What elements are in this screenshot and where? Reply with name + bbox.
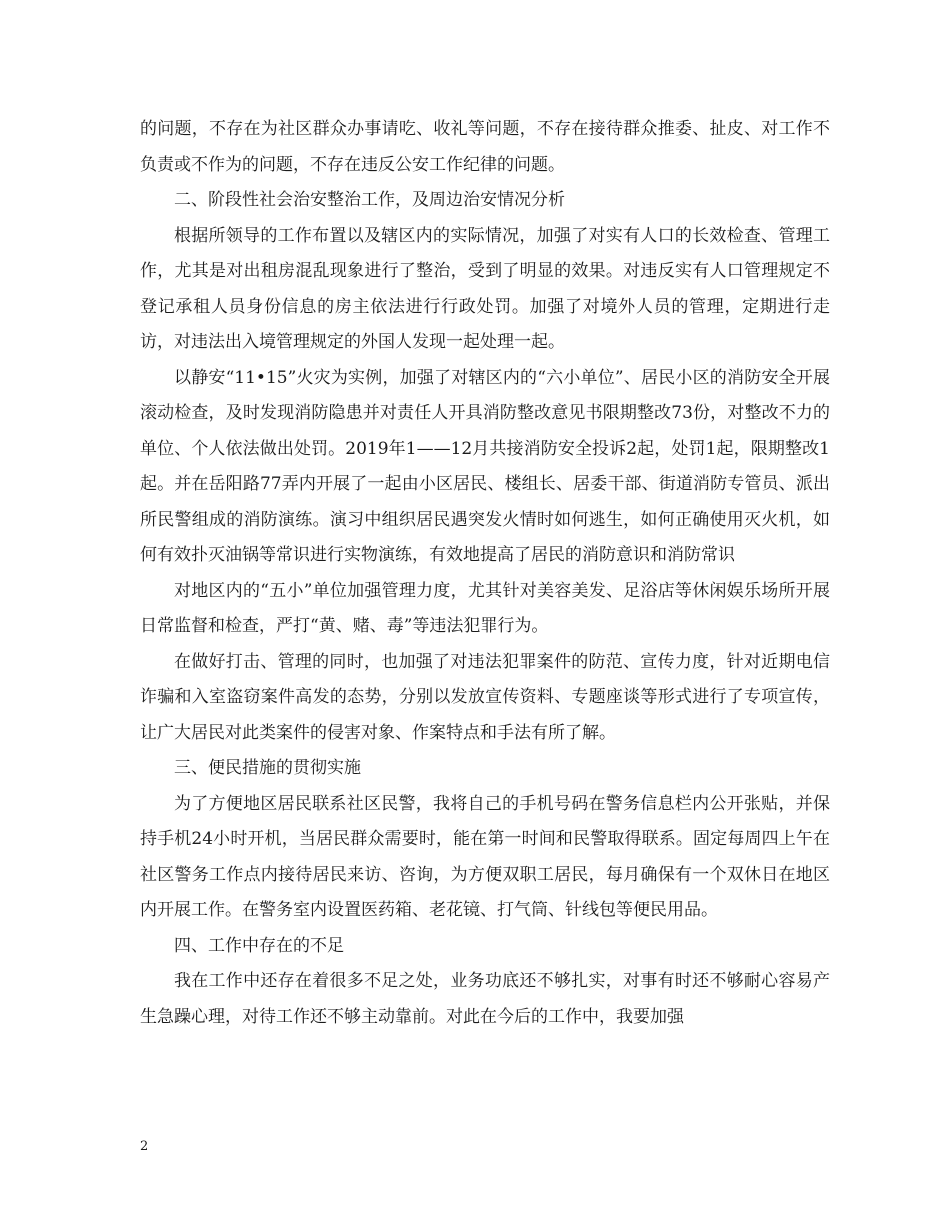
paragraph-population-management: 根据所领导的工作布置以及辖区内的实际情况，加强了对实有人口的长效检查、管理工作，尤其是对出租房混乱现象进行了整治，受到了明显的效果。对违反实有人口管理规定不登记承租人员身份信息的房主依法进行行政处罚。加强了对境外人员的管理，定期进行走访，对违法出入境管理规定的外国人发现一起处理一起。 [140,225,830,352]
section-heading-3: 三、便民措施的贯彻实施 [174,758,361,778]
paragraph-crime-prevention: 在做好打击、管理的同时，也加强了对违法犯罪案件的防范、宣传力度，针对近期电信诈骗和入室盗窃案件高发的态势，分别以发放宣传资料、专题座谈等形式进行了专项宣传，让广大居民对此类案件的侵害对象、作案特点和手法有所了解。 [140,651,830,743]
paragraph-five-small-units: 对地区内的“五小”单位加强管理力度，尤其针对美容美发、足浴店等休闲娱乐场所开展日常监督和检查，严打“黄、赌、毒”等违法犯罪行为。 [140,580,830,636]
section-heading-2: 二、阶段性社会治安整治工作，及周边治安情况分析 [174,190,565,210]
page-number: 2 [140,1139,149,1154]
paragraph-continuation: 的问题，不存在为社区群众办事请吃、收礼等问题，不存在接待群众推委、扯皮、对工作不负责或不作为的问题，不存在违反公安工作纪律的问题。 [140,119,830,175]
paragraph-shortcomings: 我在工作中还存在着很多不足之处，业务功底还不够扎实，对事有时还不够耐心容易产生急躁心理，对待工作还不够主动靠前。对此在今后的工作中，我要加强 [140,971,830,1027]
document-body [140,112,830,1035]
section-heading-4: 四、工作中存在的不足 [174,935,344,956]
paragraph-convenience-measures: 为了方便地区居民联系社区民警，我将自己的手机号码在警务信息栏内公开张贴，并保持手机24小时开机，当居民群众需要时，能在第一时间和民警取得联系。固定每周四上午在社区警务工作点内接待居民来访、咨询，为方便双职工居民，每月确保有一个双休日在地区内开展工作。在警务室内设置医药箱、老花镜、打气筒、针线包等便民用品。 [140,793,830,920]
paragraph-fire-safety: 以静安“11•15”火灾为实例，加强了对辖区内的“六小单位”、居民小区的消防安全开展滚动检查，及时发现消防隐患并对责任人开具消防整改意见书限期整改73份，对整改不力的单位、个人依法做出处罚。2019年1——12月共接消防安全投诉2起，处罚1起，限期整改1起。并在岳阳路77弄内开展了一起由小区居民、楼组长、居委干部、街道消防专管员、派出所民警组成的消防演练。演习中组织居民遇突发火情时如何逃生，如何正确使用灭火机，如何有效扑灭油锅等常识进行实物演练，有效地提高了居民的消防意识和消防常识 [140,367,830,565]
